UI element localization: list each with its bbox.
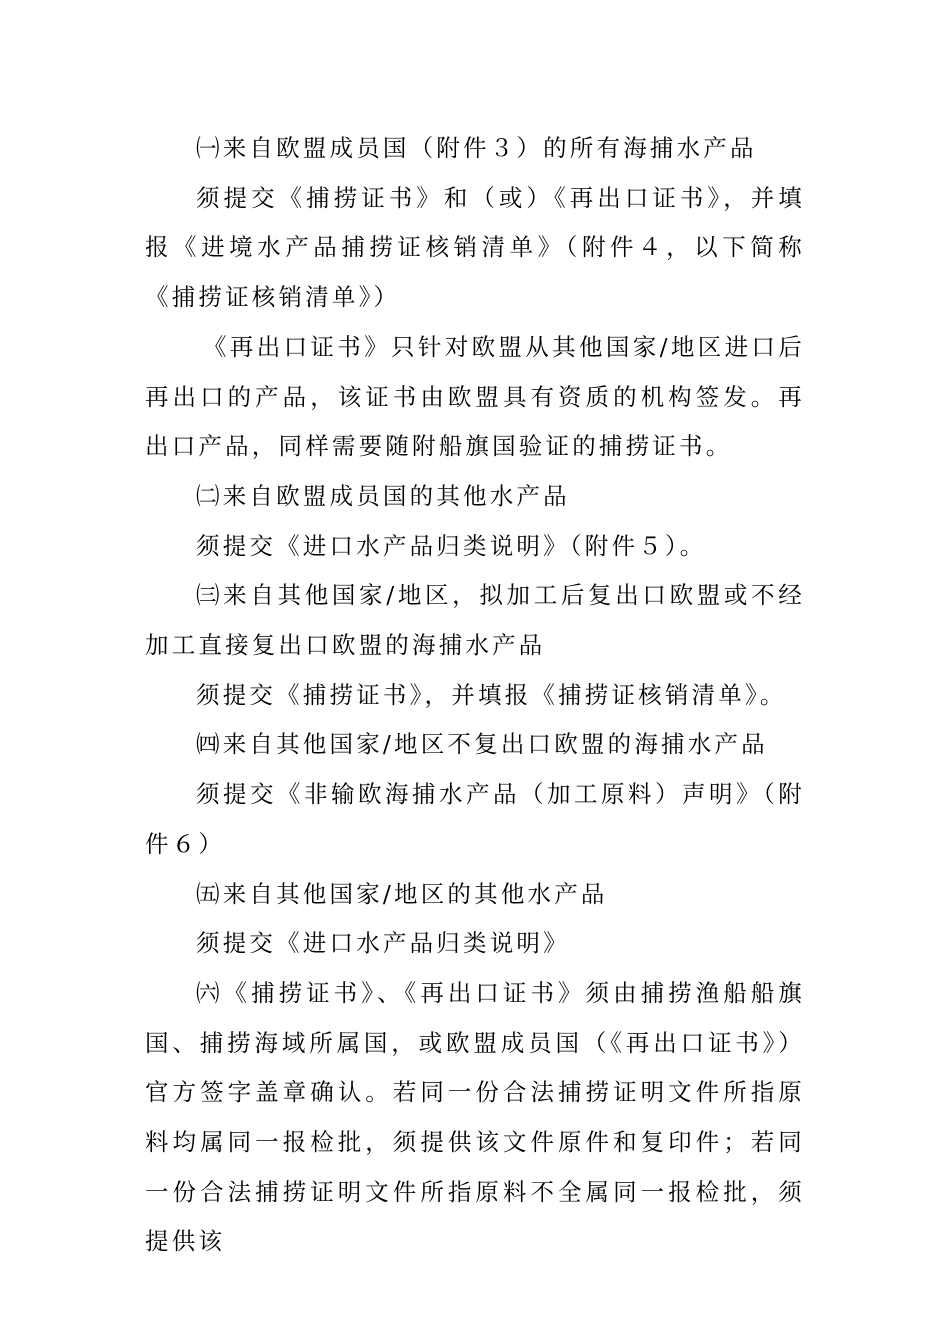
body-paragraph-7: ㈥《捕捞证书》、《再出口证书》须由捕捞渔船船旗国、捕捞海域所属国，或欧盟成员国（《再出口证书》）官方签字盖章确认。若同一份合法捕捞证明文件所指原料均属同一报检批，须提供该文件原件和复印件；若同一份合法捕捞证明文件所指原料不全属同一报检批，须提供该 [145,978,805,1256]
section-heading-3: ㈢来自其他国家/地区，拟加工后复出口欧盟或不经加工直接复出口欧盟的海捕水产品 [145,581,805,660]
section-heading-4: ㈣来自其他国家/地区不复出口欧盟的海捕水产品 [196,730,768,759]
body-paragraph-1: 须提交《捕捞证书》和（或）《再出口证书》，并填报《进境水产品捕捞证核销清单》（附件４，以下简称《捕捞证核销清单》） [145,183,805,312]
body-paragraph-2: 《再出口证书》只针对欧盟从其他国家/地区进口后再出口的产品，该证书由欧盟具有资质的机构签发。再出口产品，同样需要随附船旗国验证的捕捞证书。 [145,332,805,461]
document-page [145,124,805,1267]
body-paragraph-5: 须提交《非输欧海捕水产品（加工原料）声明》（附件６） [145,780,805,858]
section-heading-5: ㈤来自其他国家/地区的其他水产品 [196,879,608,908]
section-heading-1: ㈠来自欧盟成员国（附件３）的所有海捕水产品 [196,134,757,162]
body-paragraph-4: 须提交《捕捞证书》，并填报《捕捞证核销清单》。 [196,680,787,709]
body-paragraph-6: 须提交《进口水产品归类说明》 [196,929,570,958]
body-paragraph-3: 须提交《进口水产品归类说明》（附件５）。 [196,531,707,560]
section-heading-2: ㈡来自欧盟成员国的其他水产品 [196,481,570,510]
